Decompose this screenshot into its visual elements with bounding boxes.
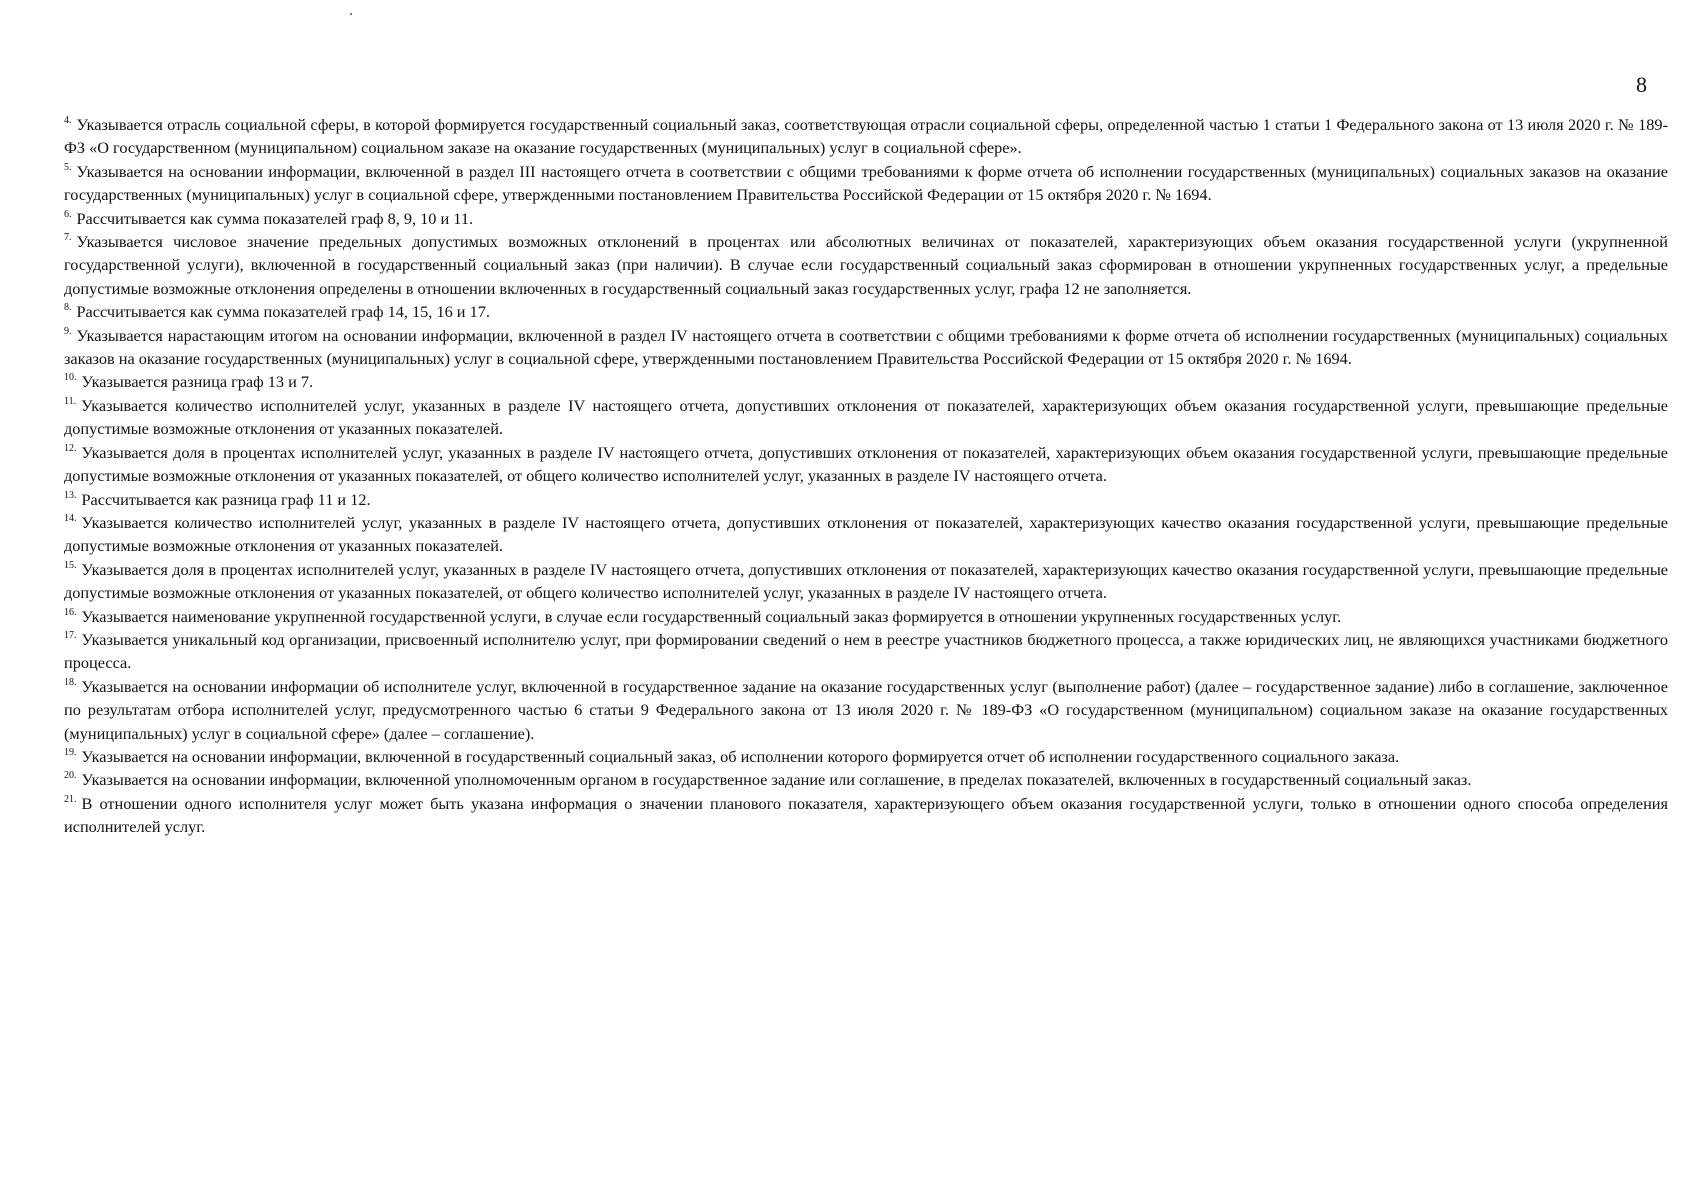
footnote-text: Указывается доля в процентах исполнителей услуг, указанных в разделе IV настоящего отчета, допустивших отклонения от показателей, характеризующих качество оказания государственной услуги, превышающие предельные допустимые возможные отклонения от указанных показателей, от общего количество исполнителей услуг, указанных в разделе IV настоящего отчета. xyxy=(64,559,1668,603)
footnote-number: 18. xyxy=(64,676,77,688)
footnote xyxy=(64,558,1668,605)
footnote-number: 5. xyxy=(64,161,72,173)
footnote xyxy=(64,113,1668,160)
footnote xyxy=(64,768,1668,791)
footnote-text: Указывается на основании информации, включенной в раздел III настоящего отчета в соответствии с общими требованиями к форме отчета об исполнении государственных (муниципальных) социальных заказов на оказание государственных (муниципальных) услуг в социальной сфере, утвержденными постановлением Правительства Российской Федерации от 15 октября 2020 г. № 1694. xyxy=(64,161,1668,205)
footnote-number: 8. xyxy=(64,302,72,314)
footnote-number: 21. xyxy=(64,793,77,805)
footnote-text: Рассчитывается как сумма показателей граф 8, 9, 10 и 11. xyxy=(76,208,474,228)
footnote-text: Указывается доля в процентах исполнителей услуг, указанных в разделе IV настоящего отчета, допустивших отклонения от показателей, характеризующих объем оказания государственной услуги, превышающие предельные допустимые возможные отклонения от указанных показателей, от общего количество исполнителей услуг, указанных в разделе IV настоящего отчета. xyxy=(64,442,1668,486)
footnote-number: 17. xyxy=(64,629,77,641)
footnote-text: В отношении одного исполнителя услуг может быть указана информация о значении планового показателя, характеризующего объем оказания государственной услуги, только в отношении одного способа определения исполнителей услуг. xyxy=(64,793,1668,837)
footnote-text: Указывается нарастающим итогом на основании информации, включенной в раздел IV настоящего отчета в соответствии с общими требованиями к форме отчета об исполнении государственных (муниципальных) социальных заказов на оказание государственных (муниципальных) услуг в социальной сфере, утвержденными постановлением Правительства Российской Федерации от 15 октября 2020 г. № 1694. xyxy=(64,325,1668,369)
footnote xyxy=(64,300,1668,323)
footnote xyxy=(64,628,1668,675)
footnote-number: 10. xyxy=(64,372,77,384)
footnote-number: 7. xyxy=(64,232,72,244)
footnote xyxy=(64,745,1668,768)
footnote xyxy=(64,792,1668,839)
footnote-number: 13. xyxy=(64,489,77,501)
footnote-text: Указывается количество исполнителей услуг, указанных в разделе IV настоящего отчета, допустивших отклонения от показателей, характеризующих качество оказания государственной услуги, превышающие предельные допустимые возможные отклонения от указанных показателей. xyxy=(64,512,1668,556)
footnote xyxy=(64,511,1668,558)
footnotes-list xyxy=(64,113,1668,839)
footnote-number: 11. xyxy=(64,395,77,407)
footnote xyxy=(64,230,1668,300)
footnote-number: 12. xyxy=(64,442,77,454)
footnote-text: Указывается на основании информации, включенной уполномоченным органом в государственное задание или соглашение, в пределах показателей, включенных в государственный социальный заказ. xyxy=(81,770,1472,790)
footnote-text: Указывается разница граф 13 и 7. xyxy=(81,372,314,392)
footnote-number: 6. xyxy=(64,208,72,220)
page-number: 8 xyxy=(1636,72,1647,97)
footnote xyxy=(64,605,1668,628)
footnote-number: 15. xyxy=(64,559,77,571)
footnote-text: Рассчитывается как разница граф 11 и 12. xyxy=(81,489,371,509)
footnote-text: Указывается отрасль социальной сферы, в которой формируется государственный социальный заказ, соответствующая отрасли социальной сферы, определенной частью 1 статьи 1 Федерального закона от 13 июля 2020 г. № 189-ФЗ «О государственном (муниципальном) социальном заказе на оказание государственных (муниципальных) услуг в социальной сфере». xyxy=(64,115,1668,158)
footnote-number: 14. xyxy=(64,512,77,524)
footnote-number: 4. xyxy=(64,115,72,126)
footnote-number: 19. xyxy=(64,746,77,758)
footnote xyxy=(64,207,1668,230)
footnote-number: 9. xyxy=(64,325,72,337)
footnote-text: Указывается количество исполнителей услуг, указанных в разделе IV настоящего отчета, допустивших отклонения от показателей, характеризующих объем оказания государственной услуги, превышающие предельные допустимые возможные отклонения от указанных показателей. xyxy=(64,395,1668,439)
footnote xyxy=(64,324,1668,371)
footnote xyxy=(64,370,1668,393)
footnote-number: 16. xyxy=(64,606,77,618)
footnote xyxy=(64,675,1668,745)
footnote-text: Указывается на основании информации, включенной в государственный социальный заказ, об исполнении которого формируется отчет об исполнении государственного социального заказа. xyxy=(81,746,1400,766)
footnote xyxy=(64,394,1668,441)
footnote-text: Указывается на основании информации об исполнителе услуг, включенной в государственное задание на оказание государственных услуг (выполнение работ) (далее – государственное задание) либо в соглашение, заключенное по результатам отбора исполнителей услуг, предусмотренного частью 6 статьи 9 Федерального закона от 13 июля 2020 г. № 189-ФЗ «О государственном (муниципальном) социальном заказе на оказание государственных (муниципальных) услуг в социальной сфере» (далее – соглашение). xyxy=(64,676,1668,743)
footnote xyxy=(64,488,1668,511)
scan-speck xyxy=(350,13,352,15)
footnote-text: Указывается уникальный код организации, присвоенный исполнителю услуг, при формировании сведений о нем в реестре участников бюджетного процесса, а также юридических лиц, не являющихся участниками бюджетного процесса. xyxy=(64,629,1668,673)
footnote xyxy=(64,160,1668,207)
footnote xyxy=(64,441,1668,488)
footnote-text: Рассчитывается как сумма показателей граф 14, 15, 16 и 17. xyxy=(76,302,490,322)
footnote-number: 20. xyxy=(64,770,77,782)
footnote-text: Указывается числовое значение предельных допустимых возможных отклонений в процентах или абсолютных величинах от показателей, характеризующих объем оказания государственной услуги (укрупненной государственной услуги), включенной в государственный социальный заказ (при наличии). В случае если государственный социальный заказ сформирован в отношении укрупненных государственных услуг, а предельные допустимые возможные отклонения определены в отношении включенных в государственный социальный заказ государственных услуг, графа 12 не заполняется. xyxy=(64,232,1668,298)
footnote-text: Указывается наименование укрупненной государственной услуги, в случае если государственный социальный заказ формируется в отношении укрупненных государственных услуг. xyxy=(81,606,1342,626)
